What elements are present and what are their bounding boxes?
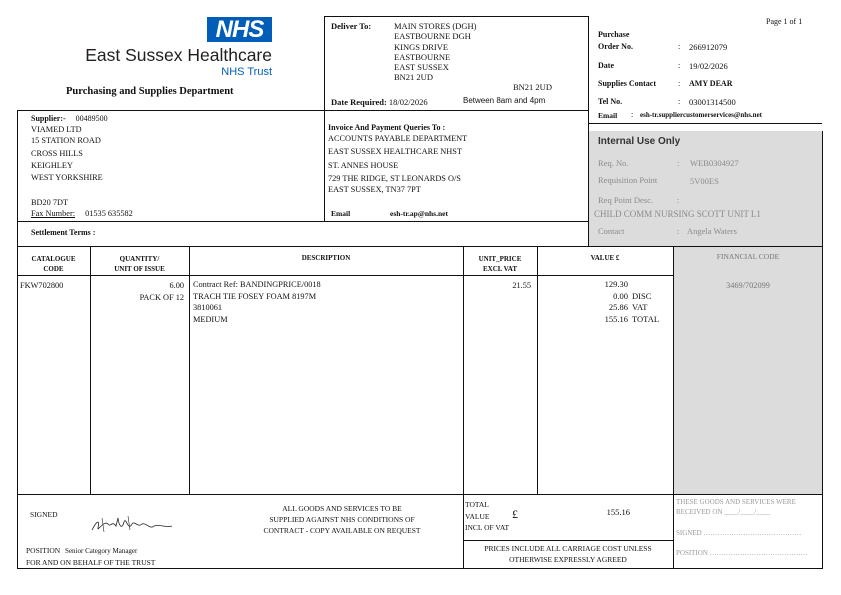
time-window: Between 8am and 4pm <box>463 96 546 105</box>
org-name: East Sussex Healthcare <box>85 45 272 65</box>
col-financial-header: FINANCIAL CODE <box>716 252 780 261</box>
req-point-label: Requisition Point <box>598 175 658 185</box>
req-no-label: Req. No. <box>598 158 629 168</box>
req-point-desc-label: Req Point Desc. <box>598 195 654 205</box>
contact-label: Contact <box>598 226 625 236</box>
date-required: Date Required: 18/02/2026 <box>331 97 428 107</box>
email-label: Email <box>598 111 618 120</box>
position: POSITION Senior Category Manager <box>26 546 138 555</box>
supplies-contact: AMY DEAR <box>689 79 733 88</box>
tel: 03001314500 <box>689 97 736 107</box>
invoice-email-label: Email <box>331 209 351 218</box>
row-unit: PACK OF 12 <box>139 293 184 302</box>
carriage-text: PRICES INCLUDE ALL CARRIAGE COST UNLESS OTHERWISE EXPRESSLY AGREED <box>484 544 652 564</box>
req-point: 5V00ES <box>690 176 719 186</box>
department: Purchasing and Supplies Department <box>66 86 234 97</box>
req-no: WEB0304927 <box>690 158 739 168</box>
order-date: 19/02/2026 <box>689 61 728 71</box>
supplier-address: VIAMED LTD 15 STATION ROAD CROSS HILLS KEIGHLEY WEST YORKSHIRE <box>31 125 103 183</box>
col-quantity-header: QUANTITY/ UNIT OF ISSUE <box>114 255 165 273</box>
settlement-terms: Settlement Terms : <box>31 228 96 237</box>
req-point-desc: CHILD COMM NURSING SCOTT UNIT L1 <box>594 209 761 219</box>
row-description: Contract Ref: BANDINGPRICE/0018 TRACH TIE FOSEY FOAM 8197M 3810061 MEDIUM <box>193 280 321 324</box>
invoice-email: esh-tr.ap@nhs.net <box>390 209 448 218</box>
internal-use-title: Internal Use Only <box>598 136 681 147</box>
col-description-header: DESCRIPTION <box>301 254 351 262</box>
colon-5: : <box>631 110 634 119</box>
signature-image <box>88 512 176 536</box>
received-position-line: POSITION …………………………………… <box>676 549 808 557</box>
row-financial-code: 3469/702099 <box>726 281 770 290</box>
contact: Angela Waters <box>687 226 737 236</box>
invoice-address: ACCOUNTS PAYABLE DEPARTMENT EAST SUSSEX HEALTHCARE NHST ST. ANNES HOUSE 729 THE RIDGE, ST LEONARDS O/S EAST SUSSEX, TN37 7PT <box>328 134 468 195</box>
colon-7: : <box>677 195 680 205</box>
pound-sign: £ <box>512 507 518 521</box>
on-behalf: FOR AND ON BEHALF OF THE TRUST <box>26 558 156 567</box>
supplier-fax: Fax Number: 01535 635582 <box>31 209 133 218</box>
purchase-label: Purchase <box>598 30 630 39</box>
tel-label: Tel No. <box>598 97 623 106</box>
deliver-to-address: MAIN STORES (DGH) EASTBOURNE DGH KINGS DRIVE EASTBOURNE EAST SUSSEX BN21 2UD <box>394 21 477 83</box>
colon-3: : <box>678 79 681 88</box>
nhs-logo: NHS <box>207 17 272 42</box>
colon-6: : <box>677 158 680 168</box>
supplies-email: esh-tr.suppliercustomerservices@nhs.net <box>640 111 763 119</box>
colon-2: : <box>678 61 681 70</box>
row-unit-price: 21.55 <box>512 281 531 290</box>
colon-1: : <box>678 42 681 51</box>
colon-4: : <box>678 97 681 106</box>
deliver-to-label: Deliver To: <box>331 21 372 31</box>
supplier-postcode: BD20 7DT <box>31 198 69 207</box>
org-sub: NHS Trust <box>221 66 272 78</box>
supplies-contact-label: Supplies Contact <box>598 79 657 88</box>
colon-8: : <box>677 226 680 236</box>
supplier-code-line: Supplier:- 00489500 <box>31 114 108 123</box>
deliver-postcode: BN21 2UD <box>513 82 552 92</box>
total-value: 155.16 <box>606 507 630 517</box>
row-catalogue-code: FKW702800 <box>20 281 64 290</box>
order-no-label: Order No. <box>598 42 633 51</box>
row-value-breakdown: 129.30 0.00 DISC 25.86 VAT 155.16 TOTAL <box>604 279 660 324</box>
page-number: Page 1 of 1 <box>766 17 803 26</box>
col-catalogue-header: CATALOGUE CODE <box>31 255 76 273</box>
col-value-header: VALUE £ <box>590 254 620 262</box>
invoice-label: Invoice And Payment Queries To : <box>328 123 446 132</box>
col-unit-price-header: UNIT_PRICE EXCL VAT <box>478 255 522 273</box>
signed-label: SIGNED <box>30 510 58 519</box>
conditions-text: ALL GOODS AND SERVICES TO BE SUPPLIED AGAINST NHS CONDITIONS OF CONTRACT - COPY AVAILABLE ON REQUEST <box>263 504 421 535</box>
order-no: 266912079 <box>689 42 728 52</box>
total-label: TOTAL VALUE INCL OF VAT <box>465 500 510 532</box>
received-text: THESE GOODS AND SERVICES WERE RECEIVED ON ____/____/____ <box>676 498 796 516</box>
date-label: Date <box>598 61 614 70</box>
received-signed-line: SIGNED …………………………………… <box>676 529 802 537</box>
row-quantity: 6.00 <box>169 281 184 290</box>
